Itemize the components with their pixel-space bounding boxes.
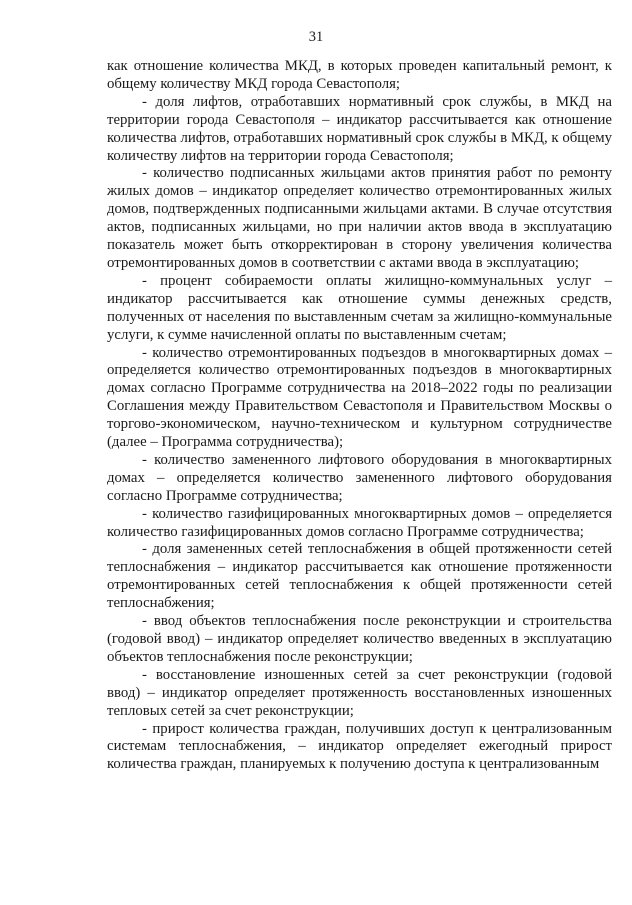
page-number: 31 xyxy=(308,29,324,45)
paragraph-continuation: как отношение количества МКД, в которых проведен капитальный ремонт, к общему количеству МКД города Севастополя; xyxy=(107,58,612,92)
paragraph-signed-acts: - количество подписанных жильцами актов принятия работ по ремонту жилых домов – индикатор определяет количество отремонтированных жилых домов, подтвержденных подписанными жильцами актами. В случае отсутствия актов, подписанных жильцами, но при наличии актов ввода в эксплуатацию показатель может быть откорректирован в сторону увеличения количества отремонтированных домов в соответствии с актами ввода в эксплуатацию; xyxy=(107,165,612,271)
paragraph-replaced-lifts: - количество замененного лифтового оборудования в многоквартирных домах – определяется количество замененного лифтового оборудования согласно Программе сотрудничества; xyxy=(107,451,612,504)
paragraph-repaired-entrances: - количество отремонтированных подъездов в многоквартирных домах – определяется количество отремонтированных подъездов в многоквартирных домах согласно Программе сотрудничества на 2018–2022 годы по реализации Соглашения между Правительством Севастополя и Правительством Москвы о торгово-экономическом, научно-техническом и культурном сотрудничестве (далее – Программа сотрудничества); xyxy=(107,344,612,451)
paragraph-lift-share: - доля лифтов, отработавших нормативный срок службы, в МКД на территории города Севастополя – индикатор рассчитывается как отношение количества лифтов, отработавших нормативный срок службы в МКД, к общему количеству лифтов на территории города Севастополя; xyxy=(107,93,612,164)
paragraph-network-restoration: - восстановление изношенных сетей за счет реконструкции (годовой ввод) – индикатор определяет протяженность восстановленных изношенных тепловых сетей за счет реконструкции; xyxy=(107,666,612,719)
document-body xyxy=(107,58,612,774)
paragraph-heat-network-share: - доля замененных сетей теплоснабжения в общей протяженности сетей теплоснабжения – индикатор рассчитывается как отношение протяженности отремонтированных сетей теплоснабжения к общей протяженности сетей теплоснабжения; xyxy=(107,541,612,612)
paragraph-payment-collection: - процент собираемости оплаты жилищно-коммунальных услуг – индикатор рассчитывается как отношение суммы денежных средств, полученных от населения по выставленным счетам за жилищно-коммунальные услуги, к сумме начисленной оплаты по выставленным счетам; xyxy=(107,272,612,343)
paragraph-gasified-houses: - количество газифицированных многоквартирных домов – определяется количество газифицированных домов согласно Программе сотрудничества; xyxy=(107,505,612,540)
paragraph-heat-objects-commissioning: - ввод объектов теплоснабжения после реконструкции и строительства (годовой ввод) – индикатор определяет количество введенных в эксплуатацию объектов теплоснабжения после реконструкции; xyxy=(107,613,612,665)
paragraph-citizens-access: - прирост количества граждан, получивших доступ к централизованным системам теплоснабжения, – индикатор определяет ежегодный прирост количества граждан, планируемых к получению доступа к централизованным xyxy=(107,720,612,773)
